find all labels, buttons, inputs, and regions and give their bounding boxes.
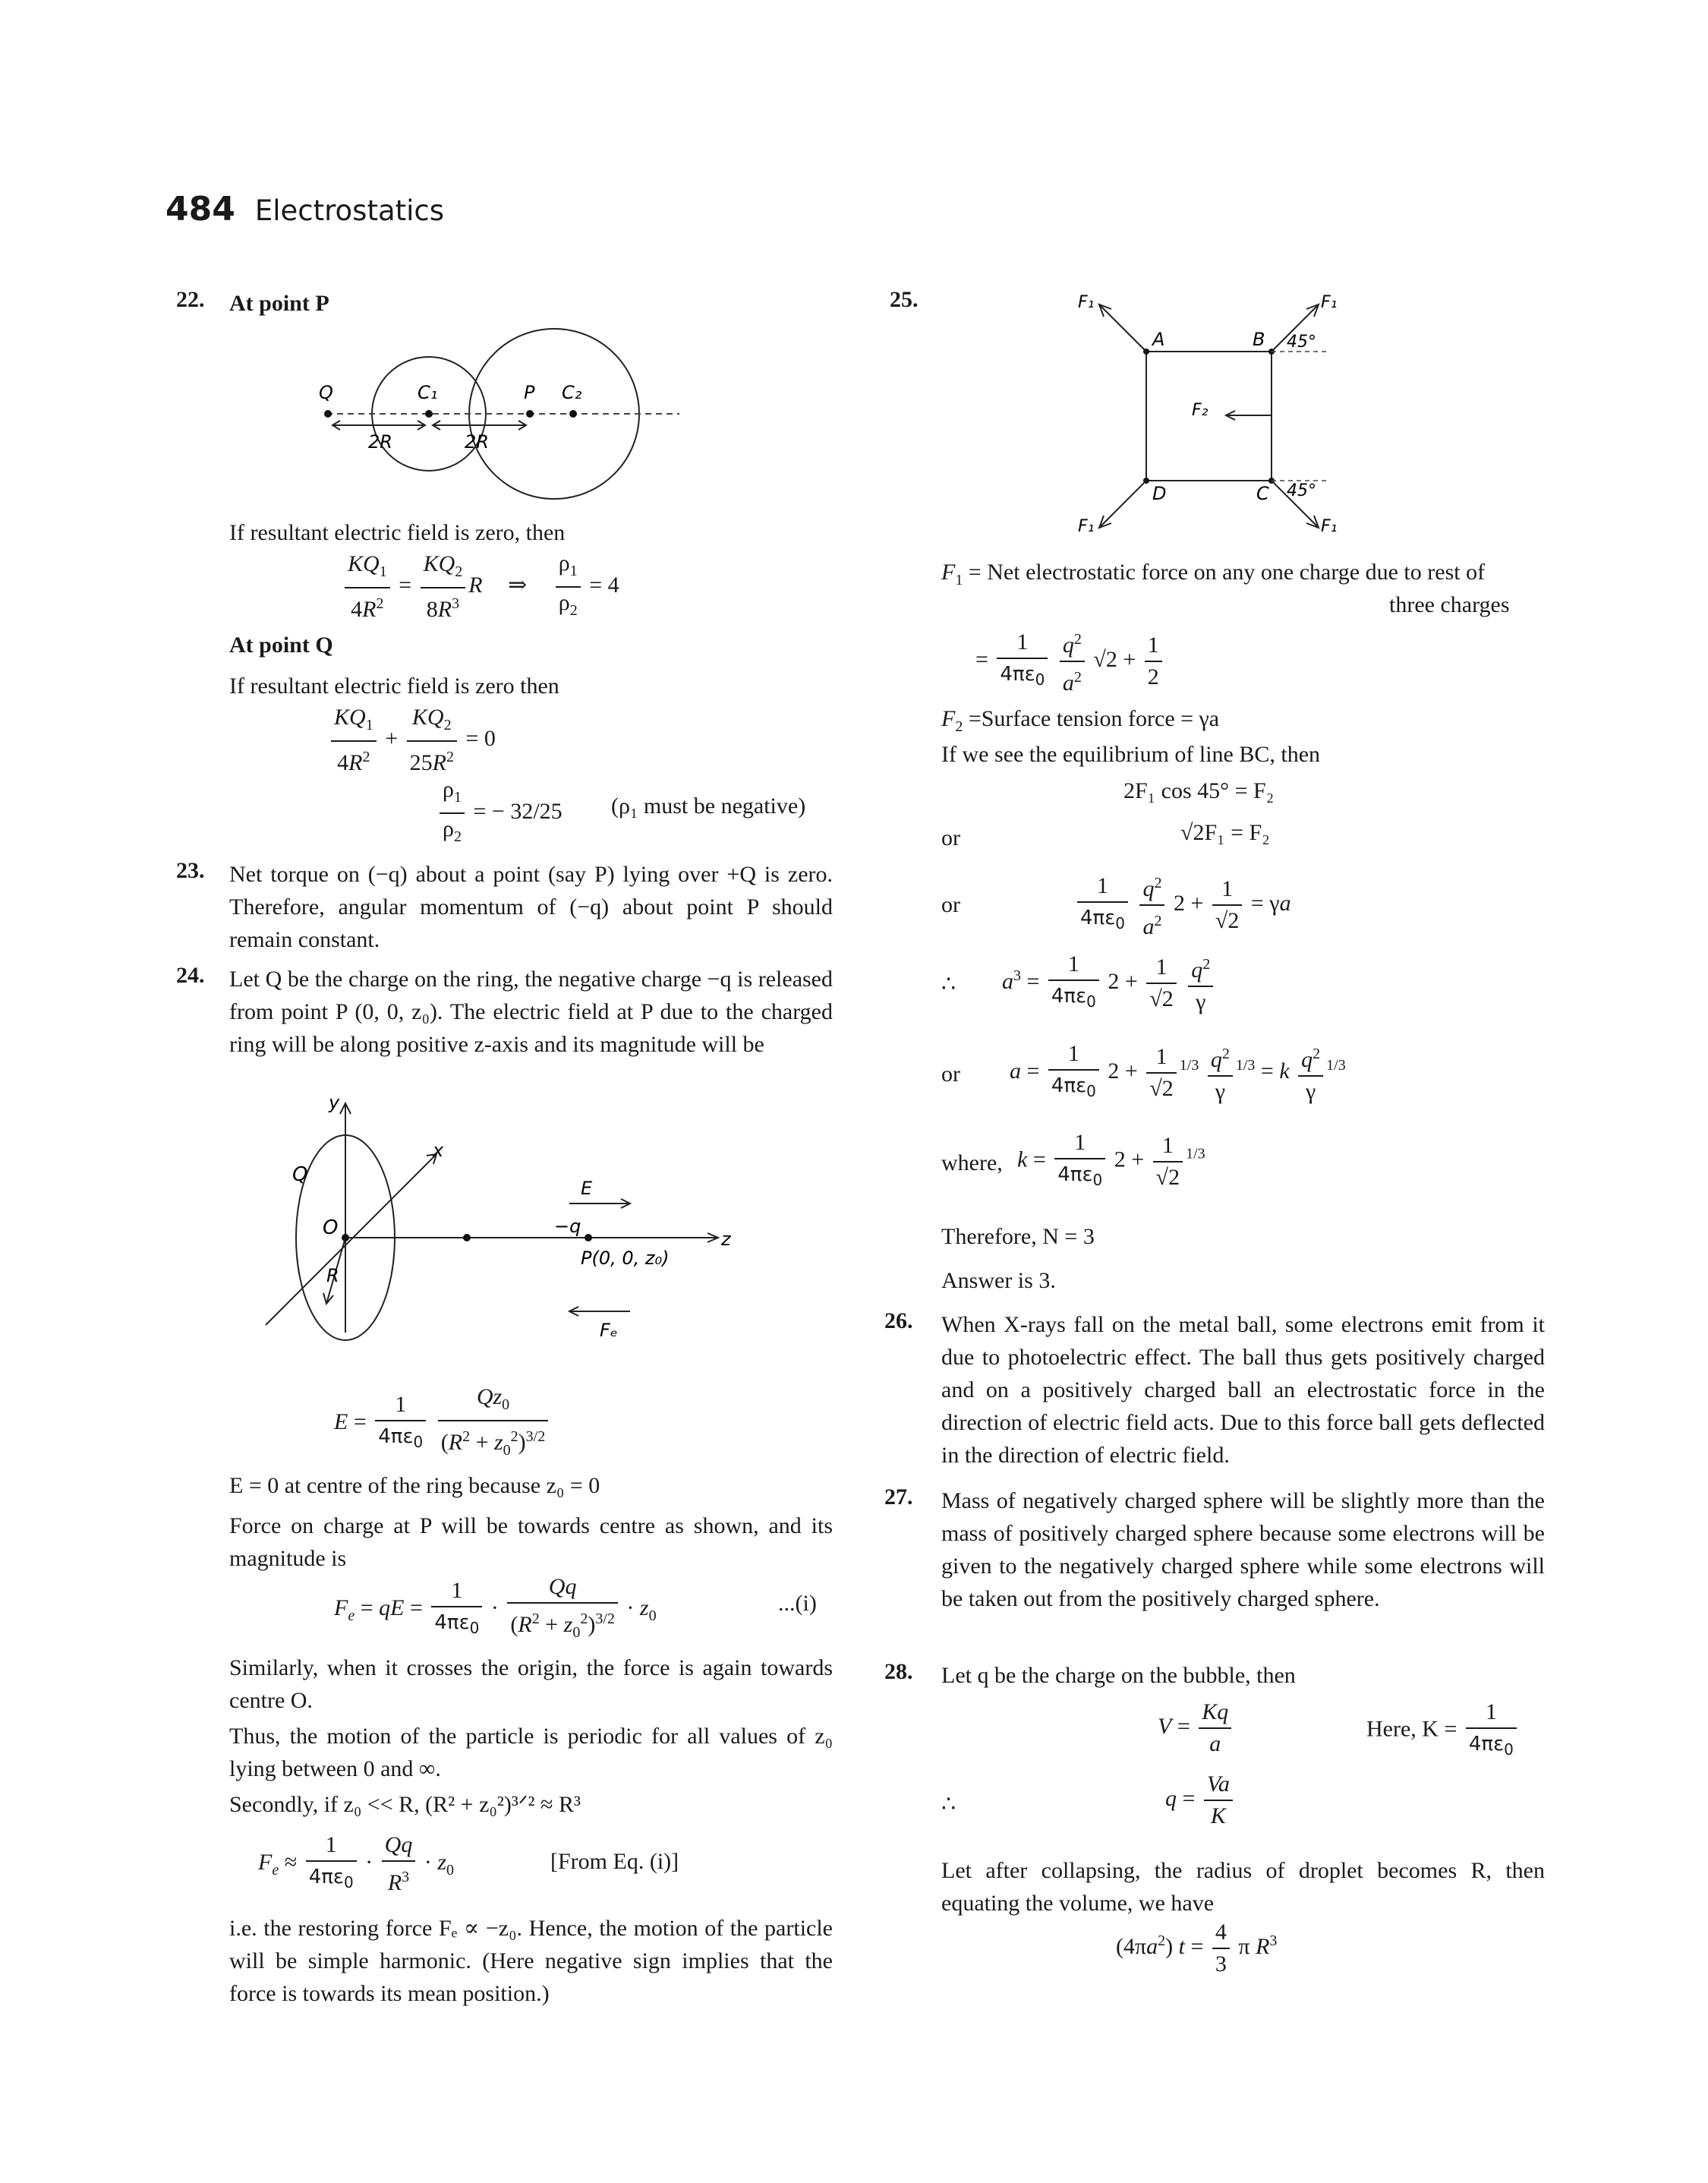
equation-potential: V = $\frac{Kq}{a}$ xyxy=(1158,1697,1234,1759)
therefore-symbol: ∴ xyxy=(941,972,956,997)
answer-23-text: Net torque on (−q) about a point (say P) lying over +Q is zero. Therefore, angular momentum of (−q) about point P should remain constant. xyxy=(229,862,833,952)
label-c1: C₁ xyxy=(418,382,438,403)
equation-k-const: Here, K = $\frac{1}{4\pi\varepsilon_0}$ xyxy=(1366,1697,1520,1765)
or-1: or xyxy=(941,825,960,850)
question-number-26: 26. xyxy=(884,1308,913,1333)
svg-text:F₁: F₁ xyxy=(1078,517,1095,536)
equation-approx-force: $F_e$ ≈ $\frac{1}{4\pi\varepsilon_0}$ · $\frac{Qq}{R^3}$ · $z_0$ xyxy=(258,1830,454,1898)
equation-point-q: $\frac{KQ_1}{4R^2}$ + $\frac{KQ_2}{25R^2}$ = 0 xyxy=(328,702,496,778)
point-c2 xyxy=(569,410,577,418)
equation-charge: q = $\frac{Va}{K}$ xyxy=(1165,1769,1236,1831)
svg-text:A: A xyxy=(1152,329,1165,350)
equation-volume: $(4\pi a^2) t$ = $\frac{4}{3}$ π $R^3$ xyxy=(1116,1917,1277,1980)
point-p xyxy=(526,410,534,418)
svg-text:45°: 45° xyxy=(1287,333,1316,352)
e-zero-text: E = 0 at centre of the ring because z₀ = 0 xyxy=(229,1473,600,1498)
or-3: or xyxy=(941,1062,960,1087)
svg-text:R: R xyxy=(326,1265,339,1286)
page-header xyxy=(165,190,444,229)
intro-point-q: If resultant electric field is zero then xyxy=(229,674,559,699)
f1-definition: $F_1$ = Net electrostatic force on any one charge due to rest of xyxy=(941,560,1486,588)
answer-27-text: Mass of negatively charged sphere will be slightly more than the mass of positively charged sphere because some electrons will be given to the negatively charged sphere while some electrons will be taken out from the positively charged sphere. xyxy=(941,1488,1545,1611)
point-c1 xyxy=(425,410,433,418)
label-p: P xyxy=(524,382,535,403)
equation-force: $F_e$ = qE = $\frac{1}{4\pi\varepsilon_0}$ · $\frac{Qq}{(R^2 + z_0^2)^{3/2}}$ · $z_0$ xyxy=(334,1572,657,1648)
question-number-28: 28. xyxy=(884,1659,913,1684)
square-figure xyxy=(1063,285,1366,543)
similarly-text: Similarly, when it crosses the origin, the force is again towards centre O. xyxy=(229,1655,833,1713)
from-eq-label: [From Eq. (i)] xyxy=(550,1849,679,1874)
svg-text:F₂: F₂ xyxy=(1192,401,1209,420)
equation-root2: √2F₁ = F₂ xyxy=(1180,820,1270,845)
question-number-22: 22. xyxy=(176,287,205,312)
answer-24-text: Let Q be the charge on the ring, the negative charge −q is released from point P (0, 0, z₀). The electric field at P due to the charged ring will be along positive z-axis and its magnitude will be xyxy=(229,967,833,1057)
equation-e-field: E = $\frac{1}{4\pi\varepsilon_0}$ $\frac{Qz_0}{(R^2 + z_0^2)^{3/2}}$ xyxy=(334,1382,551,1465)
therefore-symbol-28: ∴ xyxy=(941,1792,956,1817)
periodic-text: Thus, the motion of the particle is periodic for all values of z₀ lying between 0 and ∞. xyxy=(229,1724,833,1781)
collapse-text: Let after collapsing, the radius of droplet becomes R, then equating the volume, we have xyxy=(941,1858,1545,1916)
ring-figure xyxy=(251,1097,767,1355)
svg-text:F₁: F₁ xyxy=(1321,293,1338,312)
equation-gamma: $\frac{1}{4\pi\varepsilon_0}$ $\frac{q^2}{a^2}$ 2 + $\frac{1}{√2}$ = γa xyxy=(1074,868,1291,942)
svg-text:Q: Q xyxy=(292,1163,308,1186)
svg-text:E: E xyxy=(581,1178,593,1199)
svg-text:B: B xyxy=(1253,329,1265,350)
equilibrium-text: If we see the equilibrium of line BC, then xyxy=(941,742,1321,767)
label-q: Q xyxy=(319,382,333,403)
x-axis xyxy=(266,1154,436,1325)
where-label: where, xyxy=(941,1150,1003,1175)
answer-26-text: When X-rays fall on the metal ball, some electrons emit from it due to photoelectric effect. The ball thus gets positively charged and on a positively charged ball an electrostatic force in the direction of electric field acts. Due to this force ball gets deflected in the direction of electric field. xyxy=(941,1312,1545,1468)
svg-text:y: y xyxy=(329,1097,340,1113)
question-number-25: 25. xyxy=(890,287,919,312)
svg-text:D: D xyxy=(1152,483,1167,504)
equation-tag-i: ...(i) xyxy=(778,1591,817,1616)
equation-a: a = $\frac{1}{4\pi\varepsilon_0}$ 2 + $\frac{1}{√2}$ $^{1/3}$ $\frac{q^2}{\gamma}$ $^{1/3}$ = k $\frac{q^2}{\gamma}$ $^{1/3}$ xyxy=(1010,1039,1346,1107)
answer-28-intro: Let q be the charge on the bubble, then xyxy=(941,1663,1296,1688)
chapter-title: Electrostatics xyxy=(254,194,445,227)
equation-cos: 2F₁ cos 45° = F₂ xyxy=(1123,778,1275,803)
svg-text:45°: 45° xyxy=(1287,481,1316,500)
svg-text:O: O xyxy=(323,1216,339,1239)
intro-point-p: If resultant electric field is zero, then xyxy=(229,520,566,545)
negative-charge-point xyxy=(463,1234,471,1241)
question-number-23: 23. xyxy=(176,858,205,883)
or-2: or xyxy=(941,892,960,917)
equation-ratio: $\frac{\rho_1}{\rho_2}$ = − 32/25 xyxy=(436,774,563,852)
label-c2: C₂ xyxy=(562,382,582,403)
two-circles-figure xyxy=(304,323,698,509)
page-number: 484 xyxy=(165,190,235,229)
heading-at-point-q: At point Q xyxy=(229,633,333,658)
question-number-24: 24. xyxy=(176,963,205,988)
svg-text:P(0, 0, z₀): P(0, 0, z₀) xyxy=(581,1248,670,1269)
f2-definition: $F_2$ =Surface tension force = γa xyxy=(941,706,1220,735)
note-negative: (ρ₁ must be negative) xyxy=(611,793,806,819)
svg-text:x: x xyxy=(433,1140,444,1161)
conclusion-text: i.e. the restoring force Fₑ ∝ −z₀. Hence, the motion of the particle will be simple harmonic. (Here negative sign implies that the force is towards its mean position.) xyxy=(229,1916,833,2006)
heading-at-point-p: At point P xyxy=(229,291,329,316)
svg-text:F₁: F₁ xyxy=(1078,293,1095,312)
equation-k: k = $\frac{1}{4\pi\varepsilon_0}$ 2 + $\frac{1}{√2}$ $^{1/3}$ xyxy=(1017,1128,1205,1195)
equation-f1: = $\frac{1}{4\pi\varepsilon_0}$ $\frac{q^2}{a^2}$ √2 + $\frac{1}{2}$ xyxy=(975,624,1165,699)
point-p-marker xyxy=(585,1234,592,1241)
label-2r-1: 2R xyxy=(368,431,392,453)
secondly-text: Secondly, if z₀ << R, (R² + z₀²)³ᐟ² ≈ R³ xyxy=(229,1792,581,1817)
equation-point-p: $\frac{KQ_1}{4R^2}$ = $\frac{KQ_2}{8R^3}$ R ⇒ $\frac{\rho_1}{\rho_2}$ = 4 xyxy=(342,548,619,626)
answer-3: Answer is 3. xyxy=(941,1268,1056,1293)
svg-text:F₁: F₁ xyxy=(1321,517,1338,536)
force-text: Force on charge at P will be towards centre as shown, and its magnitude is xyxy=(229,1513,833,1571)
svg-text:C: C xyxy=(1256,483,1269,504)
label-2r-2: 2R xyxy=(465,431,489,453)
point-q xyxy=(324,410,332,418)
question-number-27: 27. xyxy=(884,1484,913,1509)
svg-text:−q: −q xyxy=(554,1216,581,1237)
therefore-n: Therefore, N = 3 xyxy=(941,1224,1095,1249)
svg-text:Fₑ: Fₑ xyxy=(600,1320,618,1341)
equation-a-cubed: $a^3$ = $\frac{1}{4\pi\varepsilon_0}$ 2 + $\frac{1}{√2}$ $\frac{q^2}{\gamma}$ xyxy=(1002,949,1216,1017)
f1-definition-cont: three charges xyxy=(1389,592,1510,617)
svg-text:z: z xyxy=(721,1229,731,1250)
